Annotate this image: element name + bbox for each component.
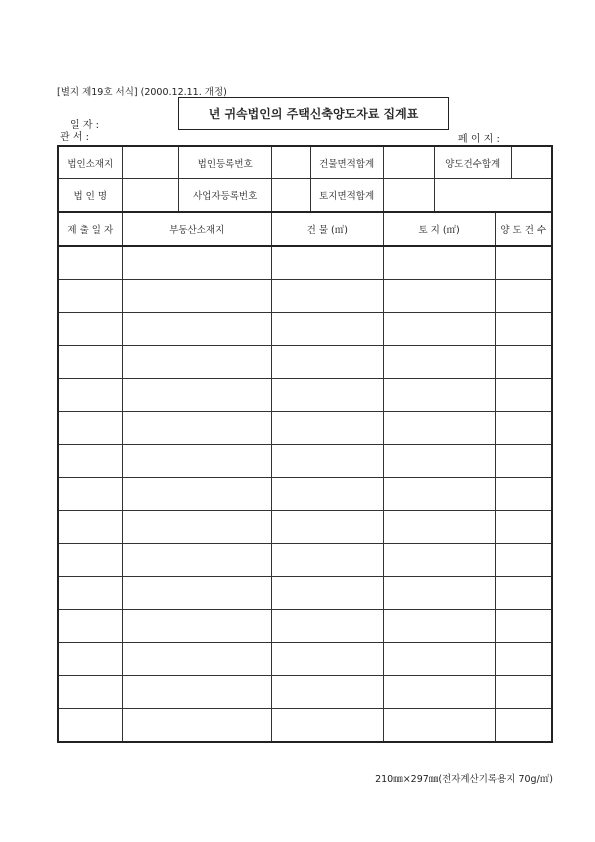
corp-name-label: 법 인 명 (58, 179, 122, 213)
col-land-area: 토 지 (㎡) (383, 212, 495, 246)
corp-address-field[interactable] (122, 146, 179, 179)
paper-spec-note: 210㎜×297㎜(전자계산기록용지 70g/㎡) (375, 774, 553, 785)
property-address-cell[interactable] (122, 280, 271, 313)
property-address-cell[interactable] (122, 610, 271, 643)
office-label: 관 서 : (60, 132, 90, 143)
corp-reg-no-field[interactable] (271, 146, 310, 179)
submit-date-cell[interactable] (58, 544, 122, 577)
transfer-count-total-field[interactable] (511, 146, 552, 179)
table-row (58, 478, 552, 511)
land-area-cell[interactable] (383, 412, 495, 445)
submit-date-cell[interactable] (58, 511, 122, 544)
property-address-cell[interactable] (122, 346, 271, 379)
table-row (58, 280, 552, 313)
property-address-cell[interactable] (122, 246, 271, 280)
building-area-cell[interactable] (271, 412, 383, 445)
table-row (58, 643, 552, 676)
submit-date-cell[interactable] (58, 346, 122, 379)
transfer-count-cell[interactable] (495, 478, 552, 511)
date-label: 일 자 : (70, 120, 100, 131)
col-building-area: 건 물 (㎡) (271, 212, 383, 246)
business-reg-no-field[interactable] (271, 179, 310, 213)
building-area-cell[interactable] (271, 313, 383, 346)
transfer-count-cell[interactable] (495, 577, 552, 610)
col-property-address: 부동산소재지 (122, 212, 271, 246)
transfer-count-cell[interactable] (495, 313, 552, 346)
column-header-row (58, 212, 552, 246)
business-reg-no-label: 사업자등록번호 (179, 179, 271, 213)
table-row (58, 577, 552, 610)
col-transfer-count: 양 도 건 수 (495, 212, 552, 246)
land-area-cell[interactable] (383, 709, 495, 743)
property-address-cell[interactable] (122, 445, 271, 478)
building-area-cell[interactable] (271, 246, 383, 280)
property-address-cell[interactable] (122, 709, 271, 743)
transfer-count-cell[interactable] (495, 643, 552, 676)
document-title: 년 귀속법인의 주택신축양도자료 집계표 (178, 97, 449, 130)
building-area-cell[interactable] (271, 610, 383, 643)
land-area-cell[interactable] (383, 445, 495, 478)
summary-form-table (57, 145, 553, 743)
transfer-count-cell[interactable] (495, 445, 552, 478)
property-address-cell[interactable] (122, 643, 271, 676)
building-area-cell[interactable] (271, 709, 383, 743)
transfer-count-cell[interactable] (495, 676, 552, 709)
land-area-cell[interactable] (383, 577, 495, 610)
col-submit-date: 제 출 일 자 (58, 212, 122, 246)
summary-row-1 (58, 146, 552, 179)
submit-date-cell[interactable] (58, 676, 122, 709)
property-address-cell[interactable] (122, 478, 271, 511)
table-row (58, 346, 552, 379)
transfer-count-cell[interactable] (495, 379, 552, 412)
building-area-total-field[interactable] (383, 146, 434, 179)
building-area-cell[interactable] (271, 544, 383, 577)
property-address-cell[interactable] (122, 313, 271, 346)
table-row (58, 709, 552, 743)
page-label: 페 이 지 : (458, 134, 500, 145)
building-area-cell[interactable] (271, 577, 383, 610)
building-area-cell[interactable] (271, 346, 383, 379)
land-area-total-field[interactable] (383, 179, 434, 213)
submit-date-cell[interactable] (58, 379, 122, 412)
table-row (58, 379, 552, 412)
transfer-count-cell[interactable] (495, 544, 552, 577)
transfer-count-cell[interactable] (495, 610, 552, 643)
building-area-cell[interactable] (271, 478, 383, 511)
building-area-cell[interactable] (271, 445, 383, 478)
table-row (58, 610, 552, 643)
table-row (58, 511, 552, 544)
building-area-cell[interactable] (271, 676, 383, 709)
transfer-count-cell[interactable] (495, 346, 552, 379)
building-area-cell[interactable] (271, 511, 383, 544)
building-area-cell[interactable] (271, 280, 383, 313)
land-area-cell[interactable] (383, 511, 495, 544)
submit-date-cell[interactable] (58, 643, 122, 676)
table-row (58, 445, 552, 478)
land-area-cell[interactable] (383, 280, 495, 313)
transfer-count-cell[interactable] (495, 511, 552, 544)
table-row (58, 313, 552, 346)
transfer-count-cell[interactable] (495, 280, 552, 313)
submit-date-cell[interactable] (58, 412, 122, 445)
property-address-cell[interactable] (122, 577, 271, 610)
transfer-count-cell[interactable] (495, 246, 552, 280)
corp-name-field[interactable] (122, 179, 179, 213)
land-area-cell[interactable] (383, 478, 495, 511)
form-number: [별지 제19호 서식] (2000.12.11. 개정) (57, 87, 227, 98)
submit-date-cell[interactable] (58, 478, 122, 511)
submit-date-cell[interactable] (58, 445, 122, 478)
submit-date-cell[interactable] (58, 280, 122, 313)
building-area-cell[interactable] (271, 379, 383, 412)
land-area-cell[interactable] (383, 313, 495, 346)
submit-date-cell[interactable] (58, 246, 122, 280)
land-area-cell[interactable] (383, 676, 495, 709)
submit-date-cell[interactable] (58, 577, 122, 610)
property-address-cell[interactable] (122, 412, 271, 445)
corp-address-label: 법인소재지 (58, 146, 122, 179)
property-address-cell[interactable] (122, 676, 271, 709)
building-area-total-label: 건물면적합계 (310, 146, 383, 179)
submit-date-cell[interactable] (58, 313, 122, 346)
table-row (58, 246, 552, 280)
table-row (58, 412, 552, 445)
blank-cell (434, 179, 552, 213)
transfer-count-cell[interactable] (495, 709, 552, 743)
land-area-cell[interactable] (383, 346, 495, 379)
corp-reg-no-label: 법인등록번호 (179, 146, 271, 179)
submit-date-cell[interactable] (58, 610, 122, 643)
summary-row-2 (58, 179, 552, 213)
land-area-total-label: 토지면적합계 (310, 179, 383, 213)
land-area-cell[interactable] (383, 246, 495, 280)
building-area-cell[interactable] (271, 643, 383, 676)
transfer-count-cell[interactable] (495, 412, 552, 445)
property-address-cell[interactable] (122, 544, 271, 577)
table-row (58, 544, 552, 577)
table-row (58, 676, 552, 709)
submit-date-cell[interactable] (58, 709, 122, 743)
property-address-cell[interactable] (122, 511, 271, 544)
land-area-cell[interactable] (383, 643, 495, 676)
land-area-cell[interactable] (383, 610, 495, 643)
land-area-cell[interactable] (383, 379, 495, 412)
transfer-count-total-label: 양도건수합계 (434, 146, 511, 179)
land-area-cell[interactable] (383, 544, 495, 577)
property-address-cell[interactable] (122, 379, 271, 412)
